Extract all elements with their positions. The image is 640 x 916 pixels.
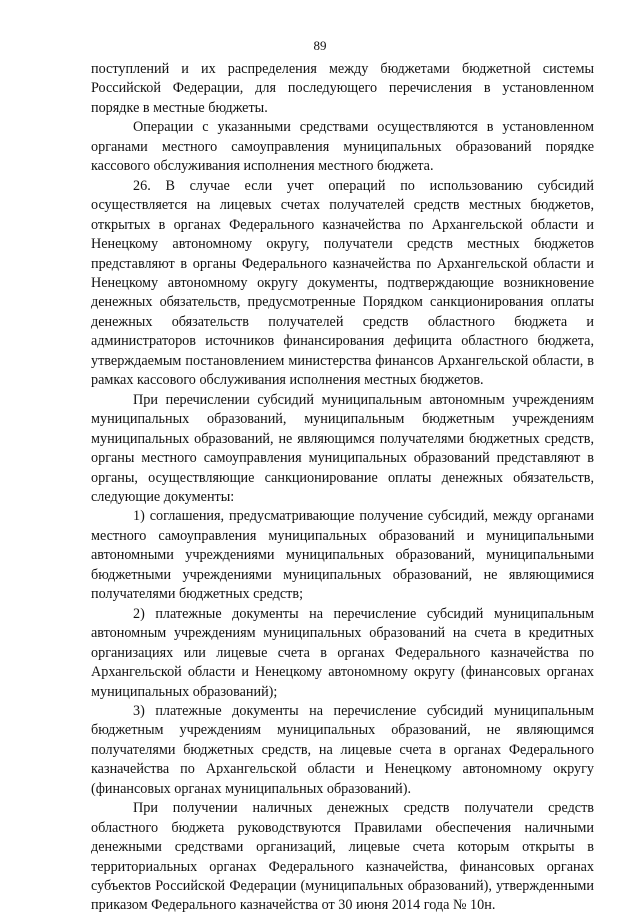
paragraph-subsidies-transfer: При перечислении субсидий муниципальным автономным учреждениям муниципальных образований, муниципальным бюджетным учреждениям муниципальных образований, не являющимся получателями бюджетных средств, органы местного самоуправления муниципальных образований представляют в органы, осуществляющие санкционирование оплаты денежных обязательств, следующие документы: xyxy=(91,391,594,505)
paragraph-operations: Операции с указанными средствами осуществляются в установленном органами местного самоуправления муниципальных образований порядке кассового обслуживания исполнения местного бюджета. xyxy=(91,119,594,175)
list-item-agreements: 1) соглашения, предусматривающие получение субсидий, между органами местного самоуправления муниципальных образований и муниципальными автономными учреждениями муниципальных образований, муниципальными бюджетными учреждениями муниципальных образований, не являющимися получателями бюджетных средств; xyxy=(91,508,594,603)
list-item-budget-payments: 3) платежные документы на перечисление субсидий муниципальным бюджетным учреждениям муниципальных образований, не являющимся получателями бюджетных средств, на лицевые счета в органах Федерального казначейства по Архангельской области и Ненецкому автономному округу (финансовых органах муниципальных образований). xyxy=(91,702,594,797)
paragraph-item-26: 26. В случае если учет операций по использованию субсидий осуществляется на лицевых счетах получателей средств местных бюджетов, открытых в органах Федерального казначейства по Архангельской области и Ненецкому автономному округу, получатели средств местных бюджетов представляют в органы Федерального казначейства по Архангельской области и Ненецкому автономному округу документы, подтверждающие возникновение денежных обязательств, предусмотренные Порядком санкционирования оплаты денежных обязательств получателей средств областного бюджета и администраторов источников финансирования дефицита областного бюджета, утверждаемым постановлением министерства финансов Архангельской области, в рамках кассового обслуживания исполнения местных бюджетов. xyxy=(91,177,594,389)
paragraph-cash-receipt: При получении наличных денежных средств получатели средств областного бюджета руководствуются Правилами обеспечения наличными денежными средствами организаций, лицевые счета которым открыты в территориальных органах Федерального казначейства, финансовых органах субъектов Российской Федерации (муниципальных образований), утвержденными приказом Федерального казначейства от 30 июня 2014 года № 10н. xyxy=(91,800,594,914)
list-item-autonomous-payments: 2) платежные документы на перечисление субсидий муниципальным автономным учреждениям муниципальных образований на счета в кредитных организациях или лицевые счета в органах Федерального казначейства по Архангельской области и Ненецкому автономному округу (финансовых органах муниципальных образований); xyxy=(91,605,594,700)
paragraph-continuation: поступлений и их распределения между бюджетами бюджетной системы Российской Федерации, для последующего перечисления в установленном порядке в местные бюджеты. xyxy=(91,61,594,116)
page-number: 89 xyxy=(313,38,327,53)
document-body xyxy=(91,60,594,916)
